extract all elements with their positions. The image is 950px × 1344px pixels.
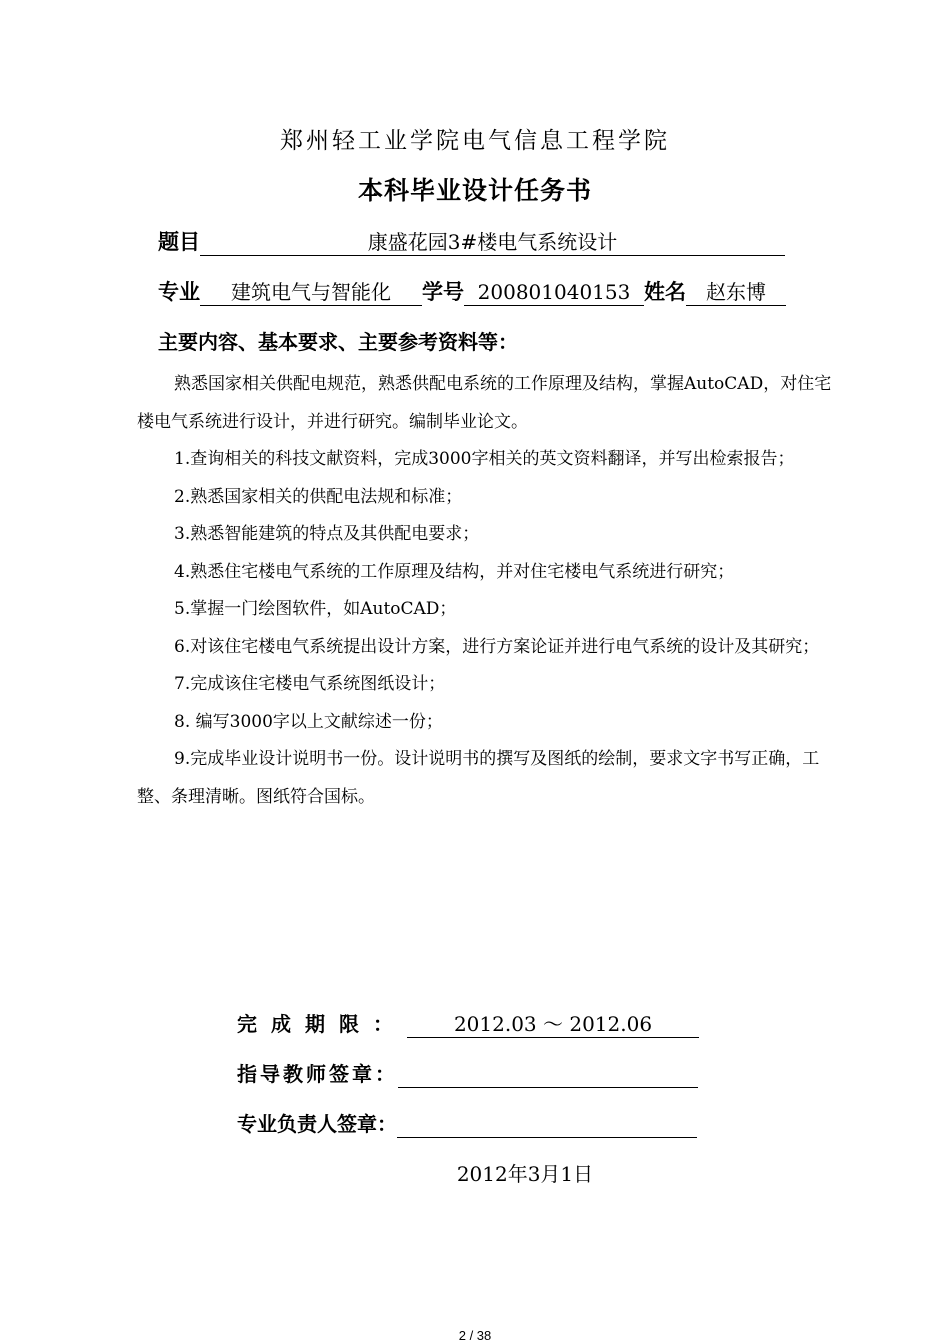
advisor-signature-row xyxy=(237,1058,698,1088)
student-id-value: 200801040153 xyxy=(464,279,644,306)
paragraph: 4.熟悉住宅楼电气系统的工作原理及结构，并对住宅楼电气系统进行研究； xyxy=(174,561,735,582)
document-title: 本科毕业设计任务书 xyxy=(357,176,592,205)
paragraph: 1.查询相关的科技文献资料，完成3000字相关的英文资料翻译，并写出检索报告； xyxy=(174,449,795,469)
student-id-label: 学号 xyxy=(422,280,464,304)
name-value: 赵东博 xyxy=(686,279,786,306)
major-label: 专业 xyxy=(158,280,200,304)
content-heading: 主要内容、基本要求、主要参考资料等： xyxy=(158,330,518,354)
paragraph: 7.完成该住宅楼电气系统图纸设计； xyxy=(174,674,446,694)
period-label: 完成期限： xyxy=(237,1012,407,1036)
paragraph: 8. 编写3000字以上文献综述一份； xyxy=(174,711,443,732)
major-row xyxy=(158,276,786,306)
advisor-signature-line xyxy=(398,1061,698,1088)
paragraph: 2.熟悉国家相关的供配电法规和标准； xyxy=(174,486,463,507)
topic-value: 康盛花园3#楼电气系统设计 xyxy=(200,229,785,256)
paragraph: 5.掌握一门绘图软件，如AutoCAD； xyxy=(174,599,457,619)
document-date: 2012年3月1日 xyxy=(456,1162,594,1186)
major-value: 建筑电气与智能化 xyxy=(200,279,422,306)
content-body xyxy=(137,366,843,816)
head-signature-label: 专业负责人签章： xyxy=(237,1112,397,1136)
period-value: 2012.03 ～ 2012.06 xyxy=(407,1011,699,1038)
page-number: 2 / 38 xyxy=(458,1328,492,1343)
topic-row xyxy=(158,226,785,256)
period-row xyxy=(237,1008,699,1038)
paragraph: 6.对该住宅楼电气系统提出设计方案，进行方案论证并进行电气系统的设计及其研究； xyxy=(174,636,820,657)
head-signature-line xyxy=(397,1111,697,1138)
paragraph: 熟悉国家相关供配电规范，熟悉供配电系统的工作原理及结构，掌握AutoCAD，对住宅楼电气系统进行设计，并进行研究。编制毕业论文。 xyxy=(137,374,832,432)
paragraph: 3.熟悉智能建筑的特点及其供配电要求； xyxy=(174,524,480,544)
paragraph: 9.完成毕业设计说明书一份。设计说明书的撰写及图纸的绘制，要求文字书写正确，工整、条理清晰。图纸符合国标。 xyxy=(137,749,820,807)
advisor-signature-label: 指导教师签章： xyxy=(237,1062,398,1086)
school-name: 郑州轻工业学院电气信息工程学院 xyxy=(280,128,670,154)
head-signature-row xyxy=(237,1108,697,1138)
name-label: 姓名 xyxy=(644,280,686,304)
topic-label: 题目 xyxy=(158,230,200,254)
